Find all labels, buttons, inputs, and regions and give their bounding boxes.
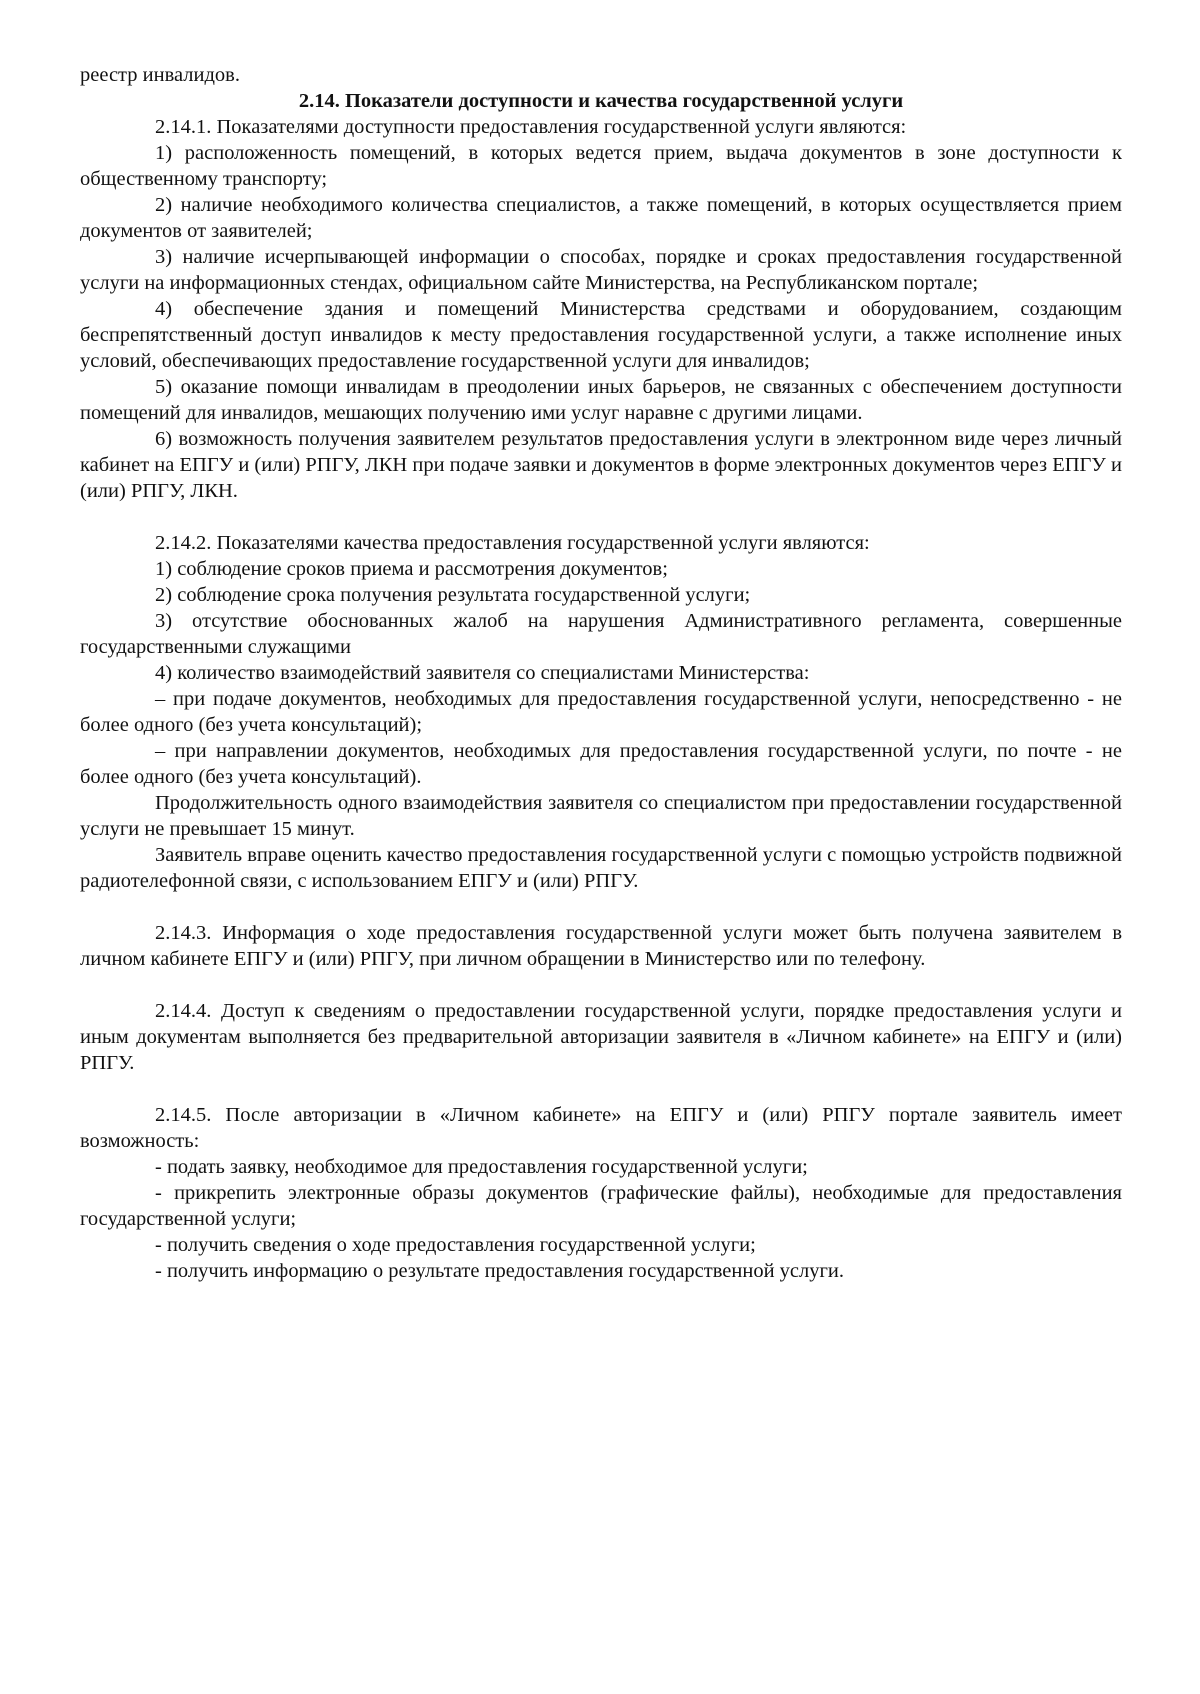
list-item: 2) соблюдение срока получения результата государственной услуги;	[155, 584, 751, 606]
document-page	[80, 62, 1122, 1284]
spacer	[80, 894, 1122, 920]
spacer	[80, 504, 1122, 530]
paragraph-2-14-5: 2.14.5. После авторизации в «Личном кабинете» на ЕПГУ и (или) РПГУ портале заявитель имеет возможность:	[80, 1104, 1122, 1152]
section-title: 2.14. Показатели доступности и качества государственной услуги	[298, 90, 904, 112]
list-item: 4) обеспечение здания и помещений Министерства средствами и оборудованием, создающим беспрепятственный доступ инвалидов к месту предоставления государственной услуги, а также исполнение иных условий, обеспечивающих предоставление государственной услуги для инвалидов;	[80, 298, 1122, 372]
list-item: 1) соблюдение сроков приема и рассмотрения документов;	[155, 558, 668, 580]
list-item: – при направлении документов, необходимых для предоставления государственной услуги, по почте - не более одного (без учета консультаций).	[80, 740, 1122, 788]
paragraph-2-14-4: 2.14.4. Доступ к сведениям о предоставлении государственной услуги, порядке предоставления услуги и иным документам выполняется без предварительной авторизации заявителя в «Личном кабинете» на ЕПГУ и (или) РПГУ.	[80, 1000, 1122, 1074]
list-item: - получить сведения о ходе предоставления государственной услуги;	[155, 1234, 756, 1256]
list-item: 5) оказание помощи инвалидам в преодолении иных барьеров, не связанных с обеспечением доступности помещений для инвалидов, мешающих получению ими услуг наравне с другими лицами.	[80, 376, 1122, 424]
list-item: 4) количество взаимодействий заявителя со специалистами Министерства:	[155, 662, 810, 684]
list-item: - прикрепить электронные образы документов (графические файлы), необходимые для предоставления государственной услуги;	[80, 1182, 1122, 1230]
list-item: 2) наличие необходимого количества специалистов, а также помещений, в которых осуществляется прием документов от заявителей;	[80, 194, 1122, 242]
list-item: 6) возможность получения заявителем результатов предоставления услуги в электронном виде через личный кабинет на ЕПГУ и (или) РПГУ, ЛКН при подаче заявки и документов в форме электронных документов через ЕПГУ и (или) РПГУ, ЛКН.	[80, 428, 1122, 502]
lead-line: реестр инвалидов.	[80, 64, 240, 86]
list-item: - получить информацию о результате предоставления государственной услуги.	[155, 1260, 845, 1282]
list-item: 1) расположенность помещений, в которых ведется прием, выдача документов в зоне доступности к общественному транспорту;	[80, 142, 1122, 190]
paragraph-2-14-3: 2.14.3. Информация о ходе предоставления государственной услуги может быть получена заявителем в личном кабинете ЕПГУ и (или) РПГУ, при личном обращении в Министерство или по телефону.	[80, 922, 1122, 970]
paragraph-2-14-2: 2.14.2. Показателями качества предоставления государственной услуги являются:	[155, 532, 870, 554]
list-item: Заявитель вправе оценить качество предоставления государственной услуги с помощью устройств подвижной радиотелефонной связи, с использованием ЕПГУ и (или) РПГУ.	[80, 844, 1122, 892]
list-item: - подать заявку, необходимое для предоставления государственной услуги;	[155, 1156, 808, 1178]
spacer	[80, 972, 1122, 998]
list-item: Продолжительность одного взаимодействия заявителя со специалистом при предоставлении государственной услуги не превышает 15 минут.	[80, 792, 1122, 840]
paragraph-2-14-1: 2.14.1. Показателями доступности предоставления государственной услуги являются:	[155, 116, 907, 138]
list-item: – при подаче документов, необходимых для предоставления государственной услуги, непосредственно - не более одного (без учета консультаций);	[80, 688, 1122, 736]
list-item: 3) наличие исчерпывающей информации о способах, порядке и сроках предоставления государственной услуги на информационных стендах, официальном сайте Министерства, на Республиканском портале;	[80, 246, 1122, 294]
spacer	[80, 1076, 1122, 1102]
list-item: 3) отсутствие обоснованных жалоб на нарушения Административного регламента, совершенные государственными служащими	[80, 610, 1122, 658]
